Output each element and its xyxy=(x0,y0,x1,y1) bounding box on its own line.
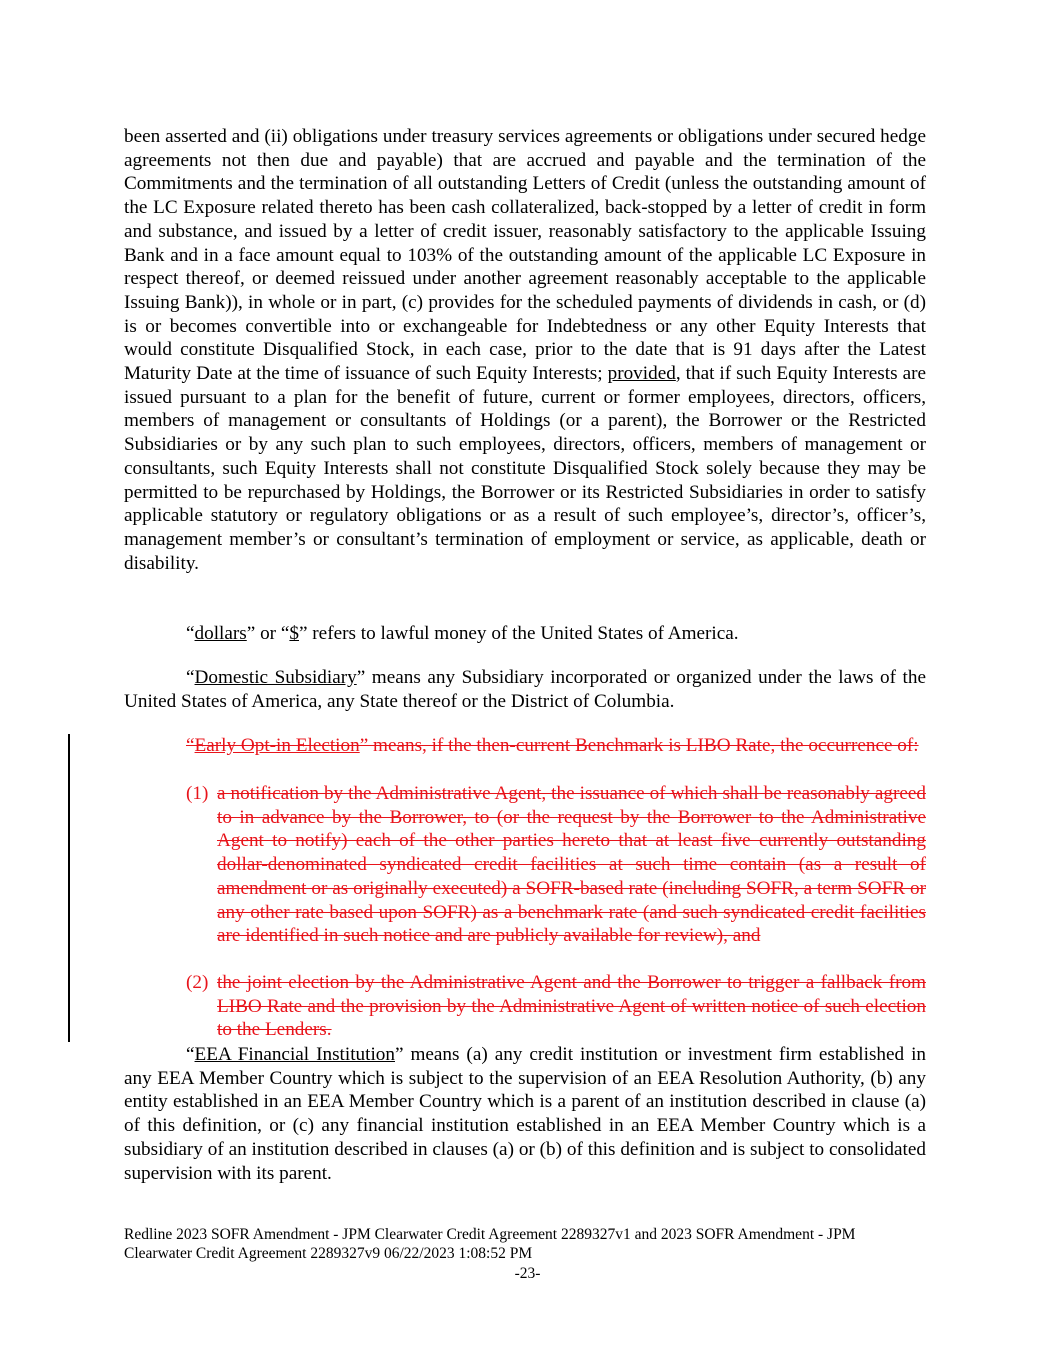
eea-rest: ” means (a) any credit institution or investment firm established in any EEA Member Country which is subject to the supervision of an EEA Resolution Authority, (b) any entity established in an EEA Member Country which is a parent of an institution described in clause (a) of this definition, or (c) any financial institution established in an EEA Member Country which is a subsidiary of an institution described in clauses (a) or (b) of this definition and is subject to consolidated supervision with its parent. xyxy=(124,1044,927,1184)
dollars-mid: ” or “ xyxy=(246,623,290,644)
quote-open: “ xyxy=(186,667,195,688)
dollar-sign-term: $ xyxy=(289,623,299,644)
list-item-text: the joint election by the Administrative Agent and the Borrower to trigger a fallback from LIBO Rate and the provision by the Administrative Agent of written notice of such election to the Lenders. xyxy=(217,972,926,1041)
paragraph-eea-financial-institution-definition xyxy=(124,1043,926,1185)
redline-change-bar xyxy=(68,734,70,1042)
page-number: -23- xyxy=(514,1265,541,1282)
paragraph-domestic-subsidiary-definition xyxy=(124,666,926,713)
early-opt-in-term: Early Opt-in Election xyxy=(194,735,360,756)
eea-financial-institution-term: EEA Financial Institution xyxy=(194,1044,395,1065)
list-item-text: a notification by the Administrative Agent, the issuance of which shall be reasonably agreed to in advance by the Borrower, to (or the request by the Borrower to the Administrative Agent to notify) each of the other parties hereto that at least five currently outstanding dollar-denominated syndicated credit facilities at such time contain (as a result of amendment or as originally executed) a SOFR-based rate (including SOFR, a term SOFR or any other rate based upon SOFR) as a benchmark rate (and such syndicated credit facilities are identified in such notice and are publicly available for review), and xyxy=(217,783,926,947)
provided-term: provided xyxy=(607,363,676,385)
domestic-subsidiary-term: Domestic Subsidiary xyxy=(194,667,357,688)
quote-open: “ xyxy=(186,623,195,644)
paragraph-dollars-definition xyxy=(124,622,926,646)
paragraph-disqualified-stock-continuation xyxy=(124,125,926,575)
list-item-number: (2) xyxy=(186,972,209,993)
p1-text: been asserted and (ii) obligations under treasury services agreements or obligations under secured hedge agreements not then due and payable) that are accrued and payable and the termination of the Commitments and the termination of all outstanding Letters of Credit (unless the outstanding amount of the LC Exposure related thereto has been cash collateralized, back-stopped by a letter of credit in form and substance, and issued by a letter of credit issuer, reasonably satisfactory to the applicable Issuing Bank and in a face amount equal to 103% of the outstanding amount of the applicable LC Exposure in respect thereof, or deemed reissued under another agreement reasonably acceptable to the applicable Issuing Bank)), in whole or in part, (c) provides for the scheduled payments of dividends in cash, or (d) is or becomes convertible into or exchangeable for Indebtedness or any other Equity Interests that would constitute Disqualified Stock, in each case, prior to the date that is 91 days after the Latest Maturity Date at the time of issuance of such Equity Interests; xyxy=(124,126,926,385)
list-item-number: (1) xyxy=(186,783,209,804)
quote-open: “ xyxy=(186,735,195,756)
deleted-list-item-1 xyxy=(186,782,926,948)
dollars-term: dollars xyxy=(194,623,247,644)
domestic-rest: ” means any Subsidiary incorporated or organized under the laws of the United States of America, any State thereof or the District of Columbia. xyxy=(124,667,926,712)
deleted-paragraph-early-opt-in-election xyxy=(124,734,926,758)
deleted-list-item-2 xyxy=(186,971,926,1042)
dollars-rest: ” refers to lawful money of the United States of America. xyxy=(298,623,739,644)
quote-open: “ xyxy=(186,1044,195,1065)
p1-rest-text: , that if such Equity Interests are issued pursuant to a plan for the benefit of future, current or former employees, directors, officers, members of management or consultants of Holdings (or a parent), the Borrower or the Restricted Subsidiaries or by any such plan to such employees, directors, officers, members of management or consultants, such Equity Interests shall not constitute Disqualified Stock solely because they may be permitted to be repurchased by Holdings, the Borrower or its Restricted Subsidiaries in order to satisfy applicable statutory or regulatory obligations or as a result of such employee’s, director’s, officer’s, management member’s or consultant’s termination of employment or service, as applicable, death or disability. xyxy=(124,363,926,574)
early-rest: ” means, if the then-current Benchmark is LIBO Rate, the occurrence of: xyxy=(359,735,919,756)
footer-document-id: Redline 2023 SOFR Amendment - JPM Clearwater Credit Agreement 2289327v1 and 2023 SOFR Amendment - JPM Clearwater Credit Agreement 2289327v9 06/22/2023 1:08:52 PM xyxy=(124,1226,856,1262)
